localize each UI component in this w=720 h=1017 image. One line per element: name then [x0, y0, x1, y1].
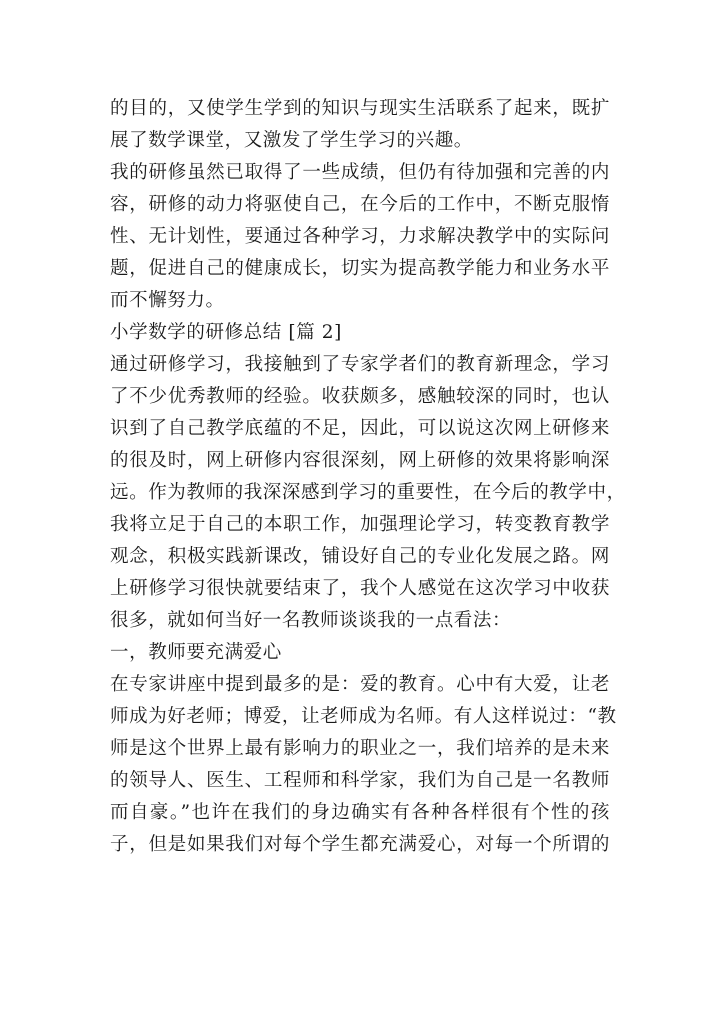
- text-line: 了不少优秀教师的经验。收获颇多，感触较深的同时，也认: [110, 386, 610, 407]
- text-line: 观念，积极实践新课改，铺设好自己的专业化发展之路。网: [110, 546, 610, 567]
- text-line: 识到了自己教学底蕴的不足，因此，可以说这次网上研修来: [110, 418, 610, 439]
- text-line: 容，研修的动力将驱使自己，在今后的工作中，不断克服惰: [110, 194, 610, 215]
- text-line: 题，促进自己的健康成长，切实为提高教学能力和业务水平: [110, 258, 610, 279]
- text-line: 师是这个世界上最有影响力的职业之一，我们培养的是未来: [110, 738, 610, 759]
- text-line: 上研修学习很快就要结束了，我个人感觉在这次学习中收获: [110, 578, 610, 599]
- text-line: 很多，就如何当好一名教师谈谈我的一点看法：: [110, 610, 512, 631]
- subsection-heading: 一，教师要充满爱心: [110, 642, 282, 663]
- text-line: 而自豪。”也许在我们的身边确实有各种各样很有个性的孩: [110, 802, 610, 823]
- text-line: 子，但是如果我们对每个学生都充满爱心，对每一个所谓的: [110, 834, 610, 855]
- text-line: 性、无计划性，要通过各种学习，力求解决教学中的实际问: [110, 226, 610, 247]
- text-line: 的目的，又使学生学到的知识与现实生活联系了起来，既扩: [110, 98, 610, 119]
- text-line: 我将立足于自己的本职工作，加强理论学习，转变教育教学: [110, 514, 610, 535]
- text-line: 远。作为教师的我深深感到学习的重要性，在今后的教学中，: [110, 482, 626, 503]
- text-line: 在专家讲座中提到最多的是：爱的教育。心中有大爱，让老: [110, 674, 610, 695]
- text-line: 师成为好老师；博爱，让老师成为名师。有人这样说过：“教: [110, 706, 617, 727]
- text-line: 我的研修虽然已取得了一些成绩，但仍有待加强和完善的内: [110, 162, 610, 183]
- text-line: 展了数学课堂，又激发了学生学习的兴趣。: [110, 130, 473, 151]
- text-line: 而不懈努力。: [110, 290, 225, 311]
- text-line: 的领导人、医生、工程师和科学家，我们为自己是一名教师: [110, 770, 610, 791]
- text-line: 通过研修学习，我接触到了专家学者们的教育新理念，学习: [110, 354, 610, 375]
- section-heading: 小学数学的研修总结 [篇 2]: [110, 322, 342, 343]
- text-line: 的很及时，网上研修内容很深刻，网上研修的效果将影响深: [110, 450, 610, 471]
